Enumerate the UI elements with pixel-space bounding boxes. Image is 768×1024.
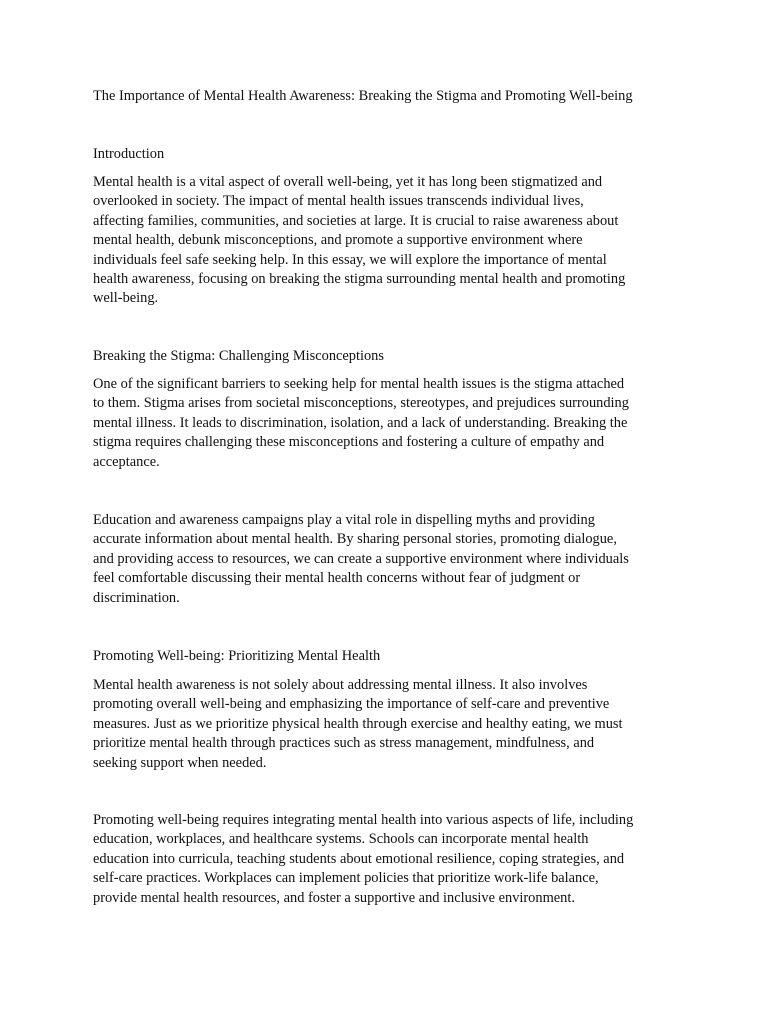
paragraph-line: mental illness. It leads to discrimination, isolation, and a lack of understanding. Breaking the (93, 414, 628, 431)
paragraph-line: seeking support when needed. (93, 754, 267, 771)
section-heading-promoting-well-being: Promoting Well-being: Prioritizing Mental Health (93, 648, 381, 664)
paragraph-line: Promoting well-being requires integrating mental health into various aspects of life, including (93, 812, 634, 828)
paragraph-line: acceptance. (93, 453, 160, 470)
paragraph-line: accurate information about mental health. By sharing personal stories, promoting dialogue, (93, 531, 617, 548)
paragraph-line: education into curricula, teaching students about emotional resilience, coping strategies, and (93, 850, 625, 867)
paragraph-line: affecting families, communities, and societies at large. It is crucial to raise awareness about (93, 212, 619, 229)
paragraph-stigma-barriers (93, 375, 683, 472)
section-heading-breaking-stigma: Breaking the Stigma: Challenging Misconceptions (93, 348, 384, 364)
paragraph-awareness-involves (93, 676, 683, 773)
paragraph-line: prioritize mental health through practices such as stress management, mindfulness, and (93, 735, 595, 752)
paragraph-line: measures. Just as we prioritize physical health through exercise and healthy eating, we must (93, 715, 623, 732)
paragraph-line: Mental health is a vital aspect of overall well-being, yet it has long been stigmatized and (93, 174, 603, 190)
paragraph-line: individuals feel safe seeking help. In this essay, we will explore the importance of mental (93, 251, 607, 268)
paragraph-line: and providing access to resources, we can create a supportive environment where individuals (93, 550, 629, 567)
paragraph-introduction (93, 173, 683, 309)
paragraph-line: feel comfortable discussing their mental health concerns without fear of judgment or (93, 570, 581, 587)
paragraph-education-campaigns (93, 511, 683, 608)
paragraph-line: Education and awareness campaigns play a vital role in dispelling myths and providing (93, 512, 595, 528)
section-heading-introduction: Introduction (93, 146, 165, 162)
paragraph-line: self-care practices. Workplaces can implement policies that prioritize work-life balance, (93, 870, 599, 887)
paragraph-line: Mental health awareness is not solely about addressing mental illness. It also involves (93, 677, 588, 693)
paragraph-line: to them. Stigma arises from societal misconceptions, stereotypes, and prejudices surrounding (93, 395, 629, 412)
paragraph-line: education, workplaces, and healthcare systems. Schools can incorporate mental health (93, 831, 589, 848)
paragraph-line: stigma requires challenging these misconceptions and fostering a culture of empathy and (93, 434, 605, 451)
paragraph-line: mental health, debunk misconceptions, and promote a supportive environment where (93, 232, 583, 249)
paragraph-line: well-being. (93, 290, 159, 307)
paragraph-line: provide mental health resources, and foster a supportive and inclusive environment. (93, 889, 575, 906)
paragraph-line: discrimination. (93, 589, 180, 606)
paragraph-line: overlooked in society. The impact of mental health issues transcends individual lives, (93, 193, 584, 210)
paragraph-integrating-mental-health (93, 811, 683, 908)
paragraph-line: promoting overall well-being and emphasizing the importance of self-care and preventive (93, 696, 610, 713)
paragraph-line: One of the significant barriers to seeking help for mental health issues is the stigma attached (93, 376, 625, 392)
document-title: The Importance of Mental Health Awareness: Breaking the Stigma and Promoting Well-being (93, 88, 633, 104)
paragraph-line: health awareness, focusing on breaking the stigma surrounding mental health and promoting (93, 271, 626, 288)
